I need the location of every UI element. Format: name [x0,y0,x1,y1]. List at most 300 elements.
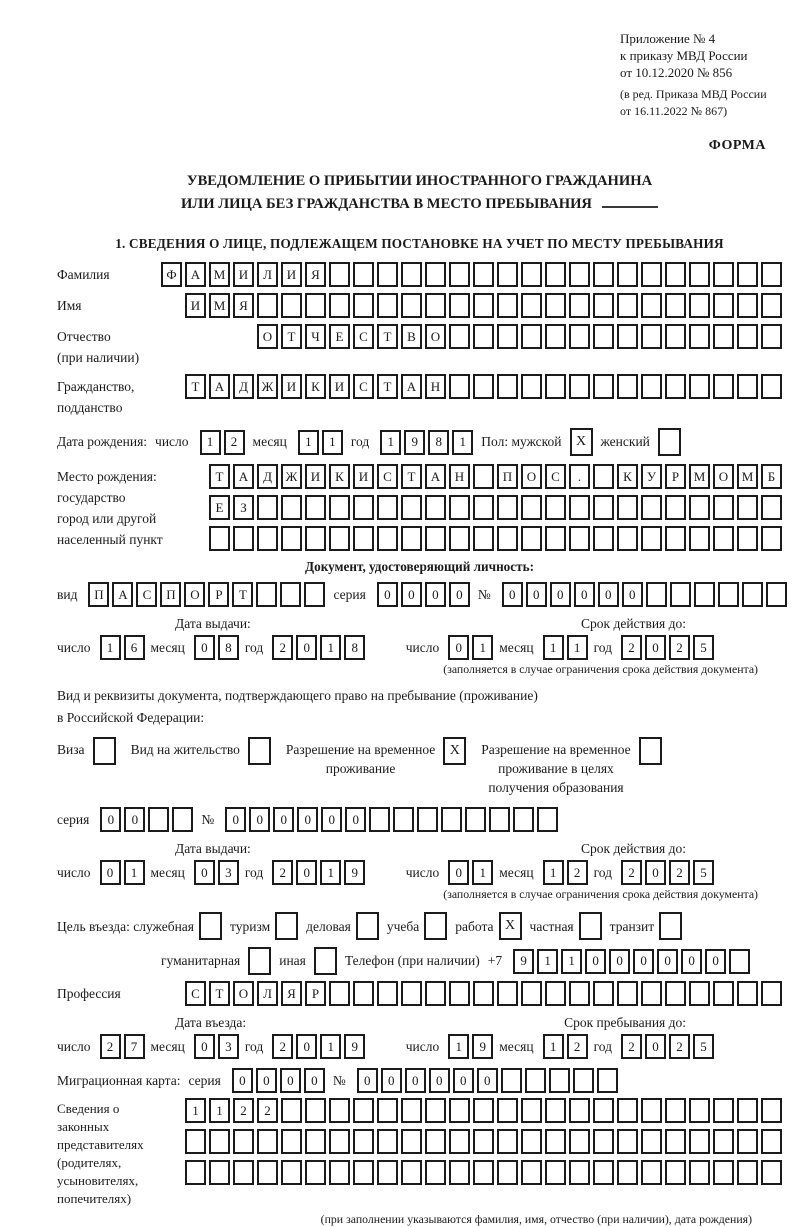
checkbox[interactable] [659,912,682,940]
form-cell[interactable]: 2 [567,860,588,885]
form-cell[interactable]: 2 [272,860,293,885]
form-cell[interactable] [449,324,470,349]
form-cell[interactable]: 5 [693,860,714,885]
form-cell[interactable]: 2 [224,430,245,455]
form-cell[interactable] [689,1129,710,1154]
form-cell[interactable] [353,293,374,318]
form-cell[interactable]: 2 [272,1034,293,1059]
form-cell[interactable]: С [353,374,374,399]
form-cell[interactable] [377,981,398,1006]
form-cell[interactable]: А [425,464,446,489]
form-cell[interactable]: 2 [567,1034,588,1059]
form-cell[interactable] [233,526,254,551]
form-cell[interactable]: 8 [218,635,239,660]
form-cell[interactable] [593,981,614,1006]
form-cell[interactable] [641,1129,662,1154]
form-cell[interactable] [761,495,782,520]
form-cell[interactable] [670,582,691,607]
form-cell[interactable] [377,495,398,520]
form-cell[interactable]: 1 [567,635,588,660]
form-cell[interactable]: 0 [377,582,398,607]
form-cell[interactable] [521,1129,542,1154]
form-cell[interactable] [377,293,398,318]
form-cell[interactable]: 0 [321,807,342,832]
form-cell[interactable]: О [184,582,205,607]
form-cell[interactable]: 0 [280,1068,301,1093]
form-cell[interactable] [305,293,326,318]
form-cell[interactable]: Л [257,981,278,1006]
form-cell[interactable] [305,495,326,520]
form-cell[interactable]: Р [208,582,229,607]
form-cell[interactable]: 1 [452,430,473,455]
form-cell[interactable] [148,807,169,832]
form-cell[interactable] [545,981,566,1006]
form-cell[interactable] [256,582,277,607]
form-cell[interactable] [689,262,710,287]
form-cell[interactable] [425,1160,446,1185]
form-cell[interactable]: 0 [405,1068,426,1093]
form-cell[interactable]: 0 [401,582,422,607]
form-cell[interactable] [329,1129,350,1154]
form-cell[interactable]: П [497,464,518,489]
form-cell[interactable] [545,262,566,287]
form-cell[interactable]: К [305,374,326,399]
form-cell[interactable]: 1 [185,1098,206,1123]
form-cell[interactable] [501,1068,522,1093]
form-cell[interactable]: С [136,582,157,607]
form-cell[interactable] [521,293,542,318]
form-cell[interactable] [737,1098,758,1123]
form-cell[interactable] [449,293,470,318]
form-cell[interactable] [353,1129,374,1154]
form-cell[interactable] [257,1160,278,1185]
form-cell[interactable] [569,495,590,520]
form-cell[interactable] [172,807,193,832]
form-cell[interactable]: М [737,464,758,489]
form-cell[interactable] [304,582,325,607]
form-cell[interactable]: 0 [194,635,215,660]
form-cell[interactable] [425,262,446,287]
form-cell[interactable] [521,981,542,1006]
form-cell[interactable]: О [257,324,278,349]
form-cell[interactable] [729,949,750,974]
form-cell[interactable]: И [281,262,302,287]
form-cell[interactable]: 0 [194,1034,215,1059]
form-cell[interactable]: 0 [225,807,246,832]
form-cell[interactable] [473,1160,494,1185]
form-cell[interactable] [473,526,494,551]
form-cell[interactable]: 0 [550,582,571,607]
form-cell[interactable] [761,526,782,551]
checkbox[interactable] [275,912,298,940]
form-cell[interactable]: 0 [194,860,215,885]
form-cell[interactable]: Н [425,374,446,399]
form-cell[interactable] [737,981,758,1006]
form-cell[interactable] [497,293,518,318]
form-cell[interactable]: 0 [633,949,654,974]
form-cell[interactable] [713,495,734,520]
form-cell[interactable] [761,262,782,287]
form-cell[interactable]: 0 [526,582,547,607]
form-cell[interactable] [593,1098,614,1123]
form-cell[interactable] [369,807,390,832]
form-cell[interactable]: 1 [537,949,558,974]
form-cell[interactable] [473,293,494,318]
form-cell[interactable]: 1 [320,1034,341,1059]
form-cell[interactable] [425,1129,446,1154]
form-cell[interactable] [473,464,494,489]
form-cell[interactable] [497,324,518,349]
form-cell[interactable]: 9 [344,1034,365,1059]
form-cell[interactable] [401,1160,422,1185]
form-cell[interactable] [545,1129,566,1154]
form-cell[interactable] [569,374,590,399]
form-cell[interactable] [305,1129,326,1154]
form-cell[interactable] [521,324,542,349]
form-cell[interactable]: Р [305,981,326,1006]
form-cell[interactable] [377,1098,398,1123]
form-cell[interactable] [641,981,662,1006]
form-cell[interactable]: 0 [645,860,666,885]
form-cell[interactable]: 8 [428,430,449,455]
form-cell[interactable] [353,1098,374,1123]
form-cell[interactable] [497,495,518,520]
form-cell[interactable]: Я [281,981,302,1006]
form-cell[interactable]: 0 [657,949,678,974]
form-cell[interactable]: И [329,374,350,399]
form-cell[interactable]: 1 [320,635,341,660]
form-cell[interactable]: М [209,262,230,287]
form-cell[interactable] [713,374,734,399]
form-cell[interactable] [737,293,758,318]
form-cell[interactable]: 0 [502,582,523,607]
form-cell[interactable] [761,1160,782,1185]
form-cell[interactable] [377,1129,398,1154]
form-cell[interactable] [737,374,758,399]
form-cell[interactable]: 0 [296,860,317,885]
form-cell[interactable] [353,526,374,551]
form-cell[interactable] [617,526,638,551]
form-cell[interactable]: 0 [585,949,606,974]
form-cell[interactable] [417,807,438,832]
form-cell[interactable] [305,526,326,551]
form-cell[interactable] [713,293,734,318]
form-cell[interactable] [641,293,662,318]
form-cell[interactable] [521,526,542,551]
form-cell[interactable]: 1 [320,860,341,885]
form-cell[interactable]: Я [305,262,326,287]
form-cell[interactable] [473,262,494,287]
form-cell[interactable]: 0 [124,807,145,832]
form-cell[interactable]: 1 [561,949,582,974]
form-cell[interactable] [497,262,518,287]
form-cell[interactable] [569,262,590,287]
form-cell[interactable] [689,374,710,399]
form-cell[interactable]: 0 [448,635,469,660]
form-cell[interactable] [401,526,422,551]
form-cell[interactable] [545,526,566,551]
form-cell[interactable] [281,495,302,520]
form-cell[interactable]: А [233,464,254,489]
form-cell[interactable]: 1 [209,1098,230,1123]
form-cell[interactable] [521,495,542,520]
form-cell[interactable] [617,495,638,520]
form-cell[interactable]: 1 [448,1034,469,1059]
form-cell[interactable] [305,1160,326,1185]
form-cell[interactable]: З [233,495,254,520]
form-cell[interactable]: 1 [543,1034,564,1059]
form-cell[interactable]: 0 [609,949,630,974]
form-cell[interactable]: И [353,464,374,489]
form-cell[interactable] [545,495,566,520]
form-cell[interactable]: Ж [257,374,278,399]
form-cell[interactable]: Ф [161,262,182,287]
form-cell[interactable] [694,582,715,607]
form-cell[interactable]: О [233,981,254,1006]
form-cell[interactable] [593,324,614,349]
form-cell[interactable] [329,262,350,287]
form-cell[interactable]: 2 [621,860,642,885]
form-cell[interactable] [521,262,542,287]
form-cell[interactable] [713,526,734,551]
form-cell[interactable] [473,1098,494,1123]
form-cell[interactable] [545,1098,566,1123]
form-cell[interactable] [689,1160,710,1185]
form-cell[interactable]: С [545,464,566,489]
form-cell[interactable] [617,293,638,318]
form-cell[interactable] [425,1098,446,1123]
form-cell[interactable]: 1 [100,635,121,660]
form-cell[interactable] [689,1098,710,1123]
form-cell[interactable] [281,1129,302,1154]
form-cell[interactable] [401,293,422,318]
form-cell[interactable] [425,981,446,1006]
form-cell[interactable]: 0 [645,1034,666,1059]
form-cell[interactable]: М [689,464,710,489]
form-cell[interactable] [569,1160,590,1185]
form-cell[interactable]: 2 [669,860,690,885]
form-cell[interactable] [353,981,374,1006]
form-cell[interactable]: 0 [100,807,121,832]
form-cell[interactable]: . [569,464,590,489]
form-cell[interactable] [233,1160,254,1185]
form-cell[interactable] [713,1098,734,1123]
form-cell[interactable] [737,324,758,349]
form-cell[interactable] [281,293,302,318]
form-cell[interactable]: 5 [693,1034,714,1059]
form-cell[interactable] [281,1098,302,1123]
form-cell[interactable] [593,262,614,287]
form-cell[interactable]: Т [209,981,230,1006]
form-cell[interactable]: 1 [472,860,493,885]
form-cell[interactable] [401,262,422,287]
form-cell[interactable] [473,1129,494,1154]
form-cell[interactable] [665,262,686,287]
form-cell[interactable] [449,495,470,520]
form-cell[interactable]: 9 [404,430,425,455]
form-cell[interactable] [209,1160,230,1185]
form-cell[interactable] [425,495,446,520]
form-cell[interactable] [569,324,590,349]
form-cell[interactable]: Т [401,464,422,489]
form-cell[interactable] [641,262,662,287]
form-cell[interactable] [641,526,662,551]
form-cell[interactable] [617,1160,638,1185]
form-cell[interactable]: 0 [453,1068,474,1093]
form-cell[interactable] [689,526,710,551]
checkbox[interactable] [93,737,116,765]
form-cell[interactable]: 0 [449,582,470,607]
form-cell[interactable] [569,1098,590,1123]
form-cell[interactable]: 6 [124,635,145,660]
form-cell[interactable] [497,1098,518,1123]
form-cell[interactable]: А [209,374,230,399]
form-cell[interactable] [497,1129,518,1154]
form-cell[interactable] [665,324,686,349]
form-cell[interactable]: Я [233,293,254,318]
form-cell[interactable]: А [401,374,422,399]
form-cell[interactable] [233,1129,254,1154]
form-cell[interactable] [441,807,462,832]
form-cell[interactable] [641,495,662,520]
form-cell[interactable] [473,981,494,1006]
form-cell[interactable] [593,293,614,318]
form-cell[interactable] [617,262,638,287]
form-cell[interactable] [537,807,558,832]
form-cell[interactable] [449,262,470,287]
form-cell[interactable] [737,1129,758,1154]
form-cell[interactable] [766,582,787,607]
form-cell[interactable]: 9 [472,1034,493,1059]
form-cell[interactable] [713,1129,734,1154]
form-cell[interactable]: 0 [425,582,446,607]
form-cell[interactable] [617,981,638,1006]
form-cell[interactable] [209,526,230,551]
form-cell[interactable]: О [425,324,446,349]
form-cell[interactable] [545,1160,566,1185]
form-cell[interactable]: И [233,262,254,287]
form-cell[interactable]: В [401,324,422,349]
form-cell[interactable] [761,374,782,399]
form-cell[interactable]: 0 [381,1068,402,1093]
form-cell[interactable] [689,495,710,520]
form-cell[interactable]: Р [665,464,686,489]
form-cell[interactable] [713,1160,734,1185]
form-cell[interactable]: Ч [305,324,326,349]
form-cell[interactable]: 1 [124,860,145,885]
form-cell[interactable]: 0 [645,635,666,660]
form-cell[interactable]: 2 [233,1098,254,1123]
form-cell[interactable] [569,293,590,318]
form-cell[interactable] [401,1129,422,1154]
form-cell[interactable] [281,526,302,551]
form-cell[interactable] [761,1129,782,1154]
form-cell[interactable] [257,526,278,551]
form-cell[interactable] [305,1098,326,1123]
form-cell[interactable] [641,324,662,349]
form-cell[interactable]: 0 [249,807,270,832]
form-cell[interactable] [425,293,446,318]
form-cell[interactable]: 0 [357,1068,378,1093]
form-cell[interactable]: 1 [543,635,564,660]
form-cell[interactable] [497,1160,518,1185]
form-cell[interactable] [449,981,470,1006]
form-cell[interactable] [185,1129,206,1154]
form-cell[interactable] [761,293,782,318]
form-cell[interactable]: 0 [705,949,726,974]
checkbox[interactable] [356,912,379,940]
form-cell[interactable] [545,374,566,399]
form-cell[interactable] [473,374,494,399]
form-cell[interactable] [689,293,710,318]
form-cell[interactable]: Т [232,582,253,607]
form-cell[interactable] [665,293,686,318]
form-cell[interactable]: 1 [472,635,493,660]
form-cell[interactable] [737,262,758,287]
checkbox[interactable] [639,737,662,765]
form-cell[interactable]: К [617,464,638,489]
form-cell[interactable]: 9 [344,860,365,885]
form-cell[interactable]: Т [377,324,398,349]
form-cell[interactable] [329,1098,350,1123]
form-cell[interactable]: 2 [100,1034,121,1059]
form-cell[interactable]: 9 [513,949,534,974]
checkbox[interactable] [248,947,271,975]
form-cell[interactable] [641,1160,662,1185]
form-cell[interactable] [617,324,638,349]
form-cell[interactable] [449,374,470,399]
form-cell[interactable]: 8 [344,635,365,660]
form-cell[interactable] [646,582,667,607]
form-cell[interactable] [449,1160,470,1185]
form-cell[interactable] [257,293,278,318]
form-cell[interactable] [718,582,739,607]
checkbox[interactable] [424,912,447,940]
form-cell[interactable]: О [521,464,542,489]
form-cell[interactable]: Д [257,464,278,489]
form-cell[interactable] [641,374,662,399]
form-cell[interactable] [761,1098,782,1123]
form-cell[interactable] [329,495,350,520]
form-cell[interactable]: 0 [598,582,619,607]
form-cell[interactable] [329,526,350,551]
form-cell[interactable]: И [185,293,206,318]
form-cell[interactable] [497,981,518,1006]
form-cell[interactable] [593,464,614,489]
form-cell[interactable]: 1 [298,430,319,455]
checkbox[interactable] [248,737,271,765]
form-cell[interactable]: Е [329,324,350,349]
form-cell[interactable] [713,981,734,1006]
form-cell[interactable]: 3 [218,1034,239,1059]
form-cell[interactable] [665,1160,686,1185]
form-cell[interactable] [593,526,614,551]
form-cell[interactable]: 0 [477,1068,498,1093]
form-cell[interactable] [665,495,686,520]
form-cell[interactable] [665,1129,686,1154]
form-cell[interactable]: П [88,582,109,607]
form-cell[interactable] [329,293,350,318]
form-cell[interactable] [593,1129,614,1154]
form-cell[interactable]: Ж [281,464,302,489]
form-cell[interactable] [617,1129,638,1154]
form-cell[interactable] [569,1129,590,1154]
form-cell[interactable]: 2 [257,1098,278,1123]
form-cell[interactable] [497,374,518,399]
form-cell[interactable] [449,1098,470,1123]
form-cell[interactable]: 1 [543,860,564,885]
form-cell[interactable] [569,526,590,551]
